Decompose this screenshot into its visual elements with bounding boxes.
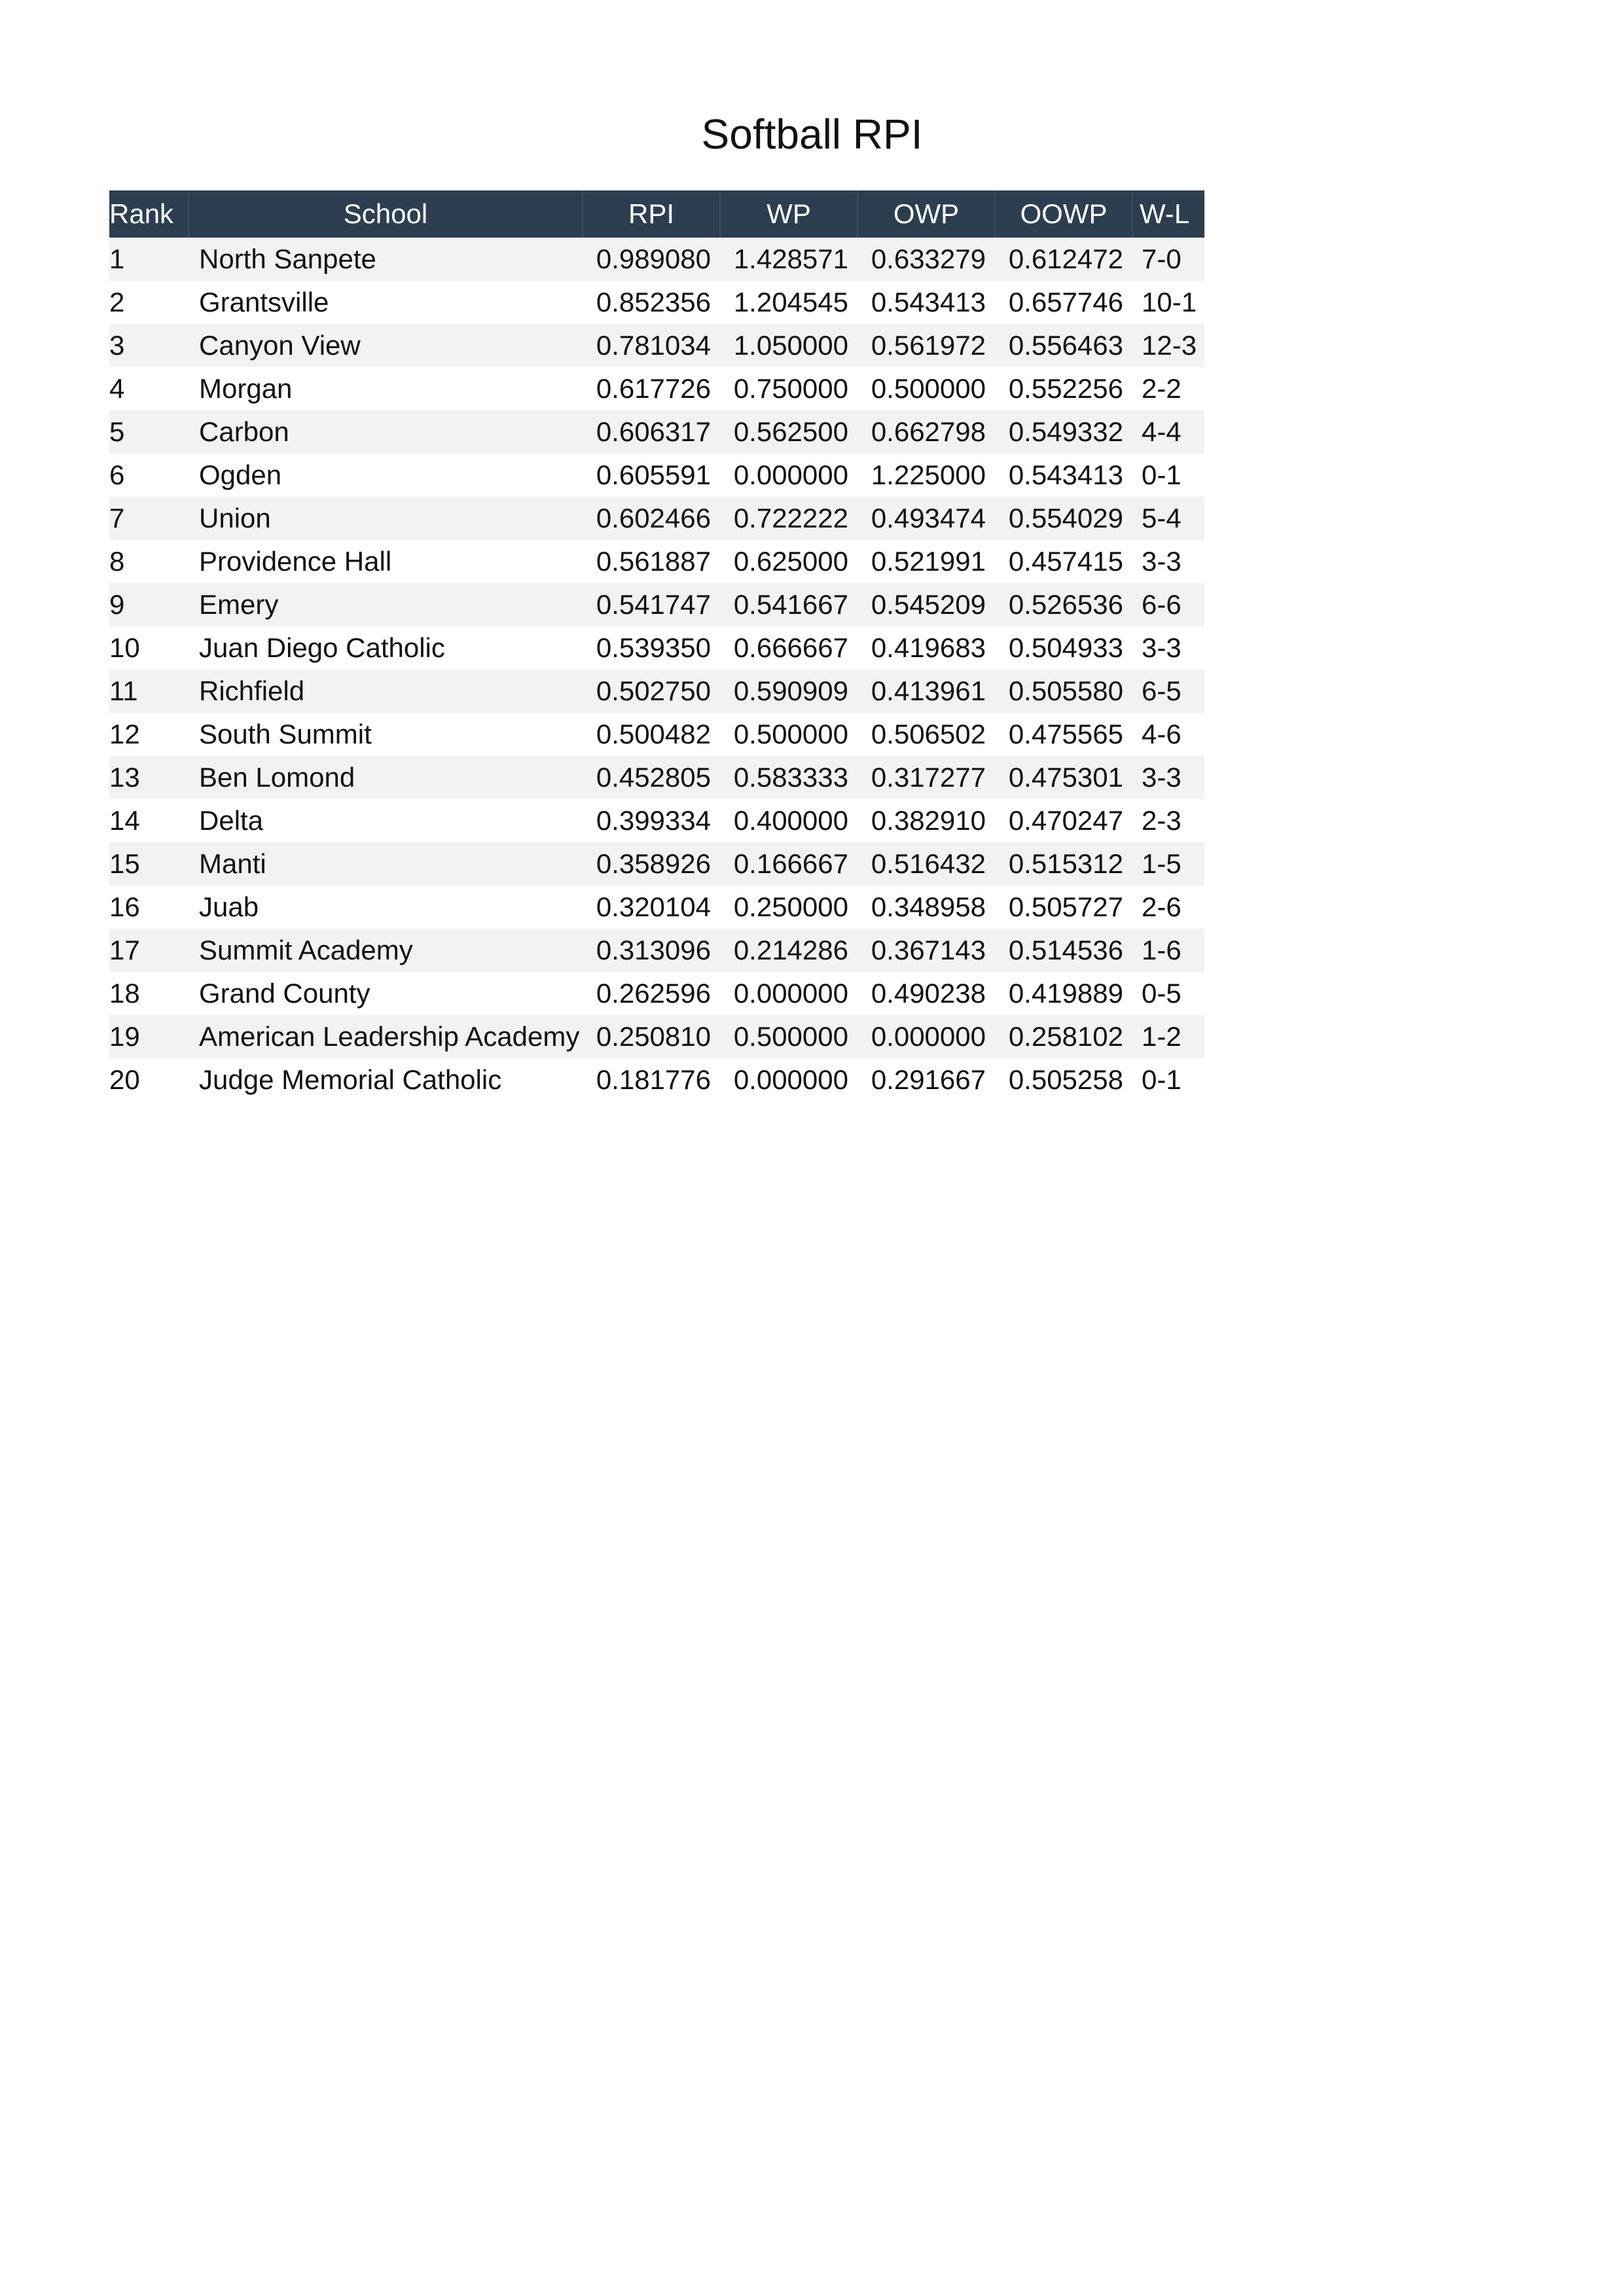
owp-cell: 0.506502: [857, 713, 995, 756]
owp-cell: 0.348958: [857, 886, 995, 929]
table-row: [109, 886, 1204, 929]
rpi-cell: 0.602466: [583, 497, 720, 540]
owp-cell: 0.516432: [857, 842, 995, 886]
table-row: [109, 367, 1204, 410]
oowp-cell: 0.457415: [995, 540, 1132, 583]
oowp-cell: 0.612472: [995, 238, 1132, 281]
rpi-cell: 0.539350: [583, 626, 720, 670]
owp-cell: 0.419683: [857, 626, 995, 670]
table-row: [109, 799, 1204, 842]
wp-cell: 1.204545: [720, 281, 857, 324]
table-row: [109, 1015, 1204, 1058]
oowp-cell: 0.552256: [995, 367, 1132, 410]
wl-cell: 10-1: [1132, 281, 1204, 324]
table-row: [109, 929, 1204, 972]
school-cell: Richfield: [189, 670, 583, 713]
oowp-cell: 0.505580: [995, 670, 1132, 713]
wp-cell: 0.666667: [720, 626, 857, 670]
wp-cell: 0.250000: [720, 886, 857, 929]
page-title: Softball RPI: [701, 111, 923, 158]
school-cell: South Summit: [189, 713, 583, 756]
owp-cell: 0.545209: [857, 583, 995, 626]
rank-cell: 10: [109, 626, 189, 670]
owp-cell: 0.543413: [857, 281, 995, 324]
wl-cell: 5-4: [1132, 497, 1204, 540]
oowp-cell: 0.549332: [995, 410, 1132, 454]
wl-cell: 0-5: [1132, 972, 1204, 1015]
wp-cell: 0.500000: [720, 1015, 857, 1058]
wp-cell: 0.541667: [720, 583, 857, 626]
oowp-cell: 0.258102: [995, 1015, 1132, 1058]
wl-cell: 6-6: [1132, 583, 1204, 626]
rank-cell: 13: [109, 756, 189, 799]
table-row: [109, 454, 1204, 497]
school-cell: Juan Diego Catholic: [189, 626, 583, 670]
wl-cell: 1-5: [1132, 842, 1204, 886]
rpi-cell: 0.313096: [583, 929, 720, 972]
school-cell: Ben Lomond: [189, 756, 583, 799]
school-cell: Judge Memorial Catholic: [189, 1058, 583, 1102]
rank-cell: 2: [109, 281, 189, 324]
wl-cell: 4-4: [1132, 410, 1204, 454]
school-cell: Union: [189, 497, 583, 540]
wl-cell: 3-3: [1132, 626, 1204, 670]
rank-cell: 16: [109, 886, 189, 929]
table-row: [109, 238, 1204, 281]
oowp-cell: 0.505727: [995, 886, 1132, 929]
rank-cell: 3: [109, 324, 189, 367]
rpi-cell: 0.399334: [583, 799, 720, 842]
table-row: [109, 540, 1204, 583]
wl-cell: 2-3: [1132, 799, 1204, 842]
rank-cell: 14: [109, 799, 189, 842]
rpi-cell: 0.989080: [583, 238, 720, 281]
oowp-cell: 0.470247: [995, 799, 1132, 842]
owp-cell: 0.413961: [857, 670, 995, 713]
owp-cell: 0.317277: [857, 756, 995, 799]
wp-cell: 0.590909: [720, 670, 857, 713]
wp-cell: 0.625000: [720, 540, 857, 583]
table-header: [109, 190, 1204, 238]
owp-cell: 1.225000: [857, 454, 995, 497]
wp-cell: 0.500000: [720, 713, 857, 756]
header-rpi: RPI: [583, 190, 720, 238]
wl-cell: 2-6: [1132, 886, 1204, 929]
rpi-cell: 0.500482: [583, 713, 720, 756]
wl-cell: 12-3: [1132, 324, 1204, 367]
wp-cell: 0.562500: [720, 410, 857, 454]
school-cell: Ogden: [189, 454, 583, 497]
header-row: [109, 190, 1204, 238]
oowp-cell: 0.526536: [995, 583, 1132, 626]
rpi-cell: 0.617726: [583, 367, 720, 410]
school-cell: Grantsville: [189, 281, 583, 324]
school-cell: Manti: [189, 842, 583, 886]
oowp-cell: 0.475565: [995, 713, 1132, 756]
oowp-cell: 0.556463: [995, 324, 1132, 367]
rpi-cell: 0.541747: [583, 583, 720, 626]
school-cell: Grand County: [189, 972, 583, 1015]
table-row: [109, 756, 1204, 799]
school-cell: Morgan: [189, 367, 583, 410]
rpi-cell: 0.358926: [583, 842, 720, 886]
oowp-cell: 0.657746: [995, 281, 1132, 324]
wp-cell: 0.000000: [720, 972, 857, 1015]
wl-cell: 2-2: [1132, 367, 1204, 410]
header-oowp: OOWP: [995, 190, 1132, 238]
wl-cell: 0-1: [1132, 1058, 1204, 1102]
table-row: [109, 713, 1204, 756]
wp-cell: 0.722222: [720, 497, 857, 540]
rank-cell: 1: [109, 238, 189, 281]
oowp-cell: 0.514536: [995, 929, 1132, 972]
oowp-cell: 0.554029: [995, 497, 1132, 540]
rank-cell: 4: [109, 367, 189, 410]
owp-cell: 0.521991: [857, 540, 995, 583]
rank-cell: 18: [109, 972, 189, 1015]
oowp-cell: 0.475301: [995, 756, 1132, 799]
table-row: [109, 583, 1204, 626]
table-row: [109, 497, 1204, 540]
owp-cell: 0.291667: [857, 1058, 995, 1102]
school-cell: Delta: [189, 799, 583, 842]
school-cell: Emery: [189, 583, 583, 626]
rank-cell: 17: [109, 929, 189, 972]
wp-cell: 0.583333: [720, 756, 857, 799]
wp-cell: 1.050000: [720, 324, 857, 367]
wp-cell: 0.750000: [720, 367, 857, 410]
wl-cell: 7-0: [1132, 238, 1204, 281]
rpi-cell: 0.262596: [583, 972, 720, 1015]
school-cell: Juab: [189, 886, 583, 929]
table-body: [109, 238, 1204, 1102]
wp-cell: 0.400000: [720, 799, 857, 842]
wp-cell: 0.000000: [720, 1058, 857, 1102]
header-wp: WP: [720, 190, 857, 238]
rpi-cell: 0.181776: [583, 1058, 720, 1102]
rpi-cell: 0.320104: [583, 886, 720, 929]
owp-cell: 0.490238: [857, 972, 995, 1015]
school-cell: Summit Academy: [189, 929, 583, 972]
owp-cell: 0.633279: [857, 238, 995, 281]
table-row: [109, 410, 1204, 454]
wl-cell: 6-5: [1132, 670, 1204, 713]
owp-cell: 0.000000: [857, 1015, 995, 1058]
rank-cell: 11: [109, 670, 189, 713]
wp-cell: 0.166667: [720, 842, 857, 886]
owp-cell: 0.493474: [857, 497, 995, 540]
wp-cell: 0.000000: [720, 454, 857, 497]
table-row: [109, 324, 1204, 367]
rpi-cell: 0.781034: [583, 324, 720, 367]
rank-cell: 9: [109, 583, 189, 626]
wl-cell: 1-6: [1132, 929, 1204, 972]
header-owp: OWP: [857, 190, 995, 238]
oowp-cell: 0.505258: [995, 1058, 1132, 1102]
rpi-cell: 0.852356: [583, 281, 720, 324]
oowp-cell: 0.419889: [995, 972, 1132, 1015]
wp-cell: 0.214286: [720, 929, 857, 972]
wl-cell: 3-3: [1132, 756, 1204, 799]
rpi-cell: 0.452805: [583, 756, 720, 799]
table-row: [109, 281, 1204, 324]
table-row: [109, 670, 1204, 713]
school-cell: Canyon View: [189, 324, 583, 367]
rank-cell: 20: [109, 1058, 189, 1102]
school-cell: North Sanpete: [189, 238, 583, 281]
oowp-cell: 0.543413: [995, 454, 1132, 497]
wl-cell: 4-6: [1132, 713, 1204, 756]
wl-cell: 3-3: [1132, 540, 1204, 583]
rank-cell: 5: [109, 410, 189, 454]
rpi-cell: 0.561887: [583, 540, 720, 583]
rpi-table: [109, 190, 1204, 1102]
rpi-cell: 0.606317: [583, 410, 720, 454]
school-cell: Carbon: [189, 410, 583, 454]
wl-cell: 0-1: [1132, 454, 1204, 497]
owp-cell: 0.561972: [857, 324, 995, 367]
header-school: School: [189, 190, 583, 238]
table-row: [109, 1058, 1204, 1102]
table-row: [109, 972, 1204, 1015]
rpi-cell: 0.250810: [583, 1015, 720, 1058]
rpi-cell: 0.502750: [583, 670, 720, 713]
wp-cell: 1.428571: [720, 238, 857, 281]
rank-cell: 12: [109, 713, 189, 756]
oowp-cell: 0.515312: [995, 842, 1132, 886]
rank-cell: 8: [109, 540, 189, 583]
owp-cell: 0.367143: [857, 929, 995, 972]
header-rank: Rank: [109, 190, 189, 238]
table-row: [109, 626, 1204, 670]
school-cell: American Leadership Academy: [189, 1015, 583, 1058]
rank-cell: 19: [109, 1015, 189, 1058]
rpi-cell: 0.605591: [583, 454, 720, 497]
table-row: [109, 842, 1204, 886]
rank-cell: 7: [109, 497, 189, 540]
owp-cell: 0.662798: [857, 410, 995, 454]
header-wl: W-L: [1132, 190, 1204, 238]
rank-cell: 6: [109, 454, 189, 497]
school-cell: Providence Hall: [189, 540, 583, 583]
owp-cell: 0.500000: [857, 367, 995, 410]
oowp-cell: 0.504933: [995, 626, 1132, 670]
wl-cell: 1-2: [1132, 1015, 1204, 1058]
rank-cell: 15: [109, 842, 189, 886]
owp-cell: 0.382910: [857, 799, 995, 842]
